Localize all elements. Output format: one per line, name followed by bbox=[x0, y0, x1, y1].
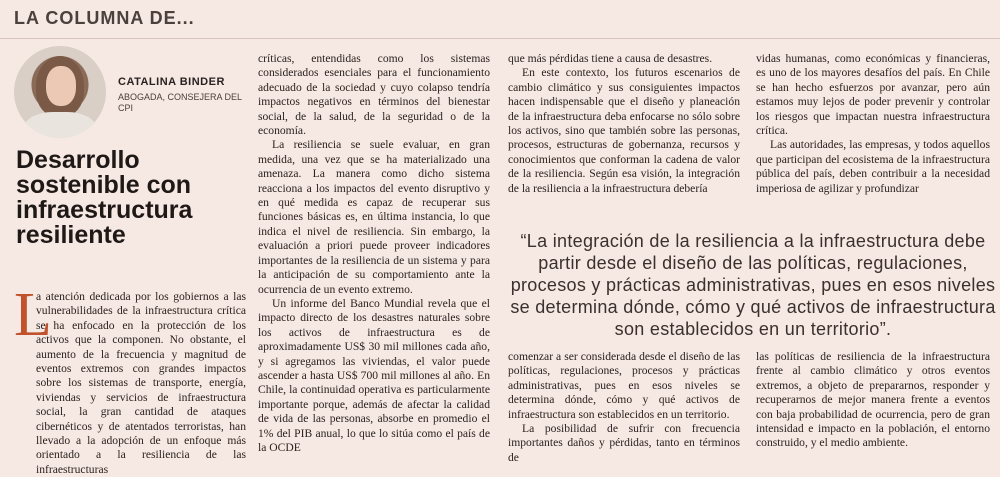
column-5 bbox=[508, 350, 740, 465]
paragraph: que más pérdidas tiene a causa de desastres. bbox=[508, 52, 713, 65]
column-2 bbox=[258, 52, 490, 455]
column-3 bbox=[508, 52, 740, 196]
paragraph: vidas humanas, como económicas y financieras, es uno de los mayores desafíos del país. En Chile se han hecho esfuerzos por avanzar, pero aún estamos muy lejos de poder prevenir y controlar los riesgos que impactan nuestra infraestructura crítica. bbox=[756, 52, 990, 138]
author-photo bbox=[14, 46, 106, 138]
header-divider bbox=[0, 38, 1000, 39]
paragraph: Las autoridades, las empresas, y todos aquellos que participan del ecosistema de la infraestructura pública del país, deben contribuir a la necesidad imperiosa de agilizar y profundizar bbox=[756, 138, 990, 195]
drop-cap: L bbox=[14, 281, 52, 349]
column-1 bbox=[36, 290, 246, 477]
paragraph: las políticas de resiliencia de la infraestructura frente al cambio climático y otros eventos extremos, a objeto de prepararnos, responder y recuperarnos de mejor manera frente a eventos con baja probabilidad de ocurrencia, pero de gran intensidad e impacto en la población, el entorno construido, y el medio ambiente. bbox=[756, 350, 990, 450]
column-4 bbox=[756, 52, 990, 196]
paragraph: Un informe del Banco Mundial revela que el impacto directo de los desastres naturales sobre los activos de infraestructura es de aproximadamente US$ 30 mil millones cada año, y si agregamos las viviendas, el valor puede ascender a hasta US$ 700 mil millones al año. En Chile, la continuidad operativa es particularmente importante porque, además de afectar la calidad de vida de las personas, absorbe en promedio el 1% del PIB anual, lo que lo sitúa como el país de la OCDE bbox=[258, 296, 490, 454]
column-6 bbox=[756, 350, 990, 451]
author-name: CATALINA BINDER bbox=[118, 76, 225, 88]
paragraph: críticas, entendidas como los sistemas considerados esenciales para el funcionamiento adecuado de la sociedad y cuyo colapso tendría impactos negativos en términos del bienestar social, de la salud, de la seguridad o de la economía. bbox=[258, 52, 490, 138]
article-title: Desarrollo sostenible con infraestructura resiliente bbox=[16, 146, 193, 249]
author-role: ABOGADA, CONSEJERA DEL CPI bbox=[118, 92, 242, 113]
paragraph: La resiliencia se suele evaluar, en gran medida, una vez que se ha materializado una amenaza. La manera como dicho sistema reacciona a los impactos del evento disruptivo y en qué medida es capaz de recuperar sus funciones básicas es, en última instancia, lo que indica el nivel de resiliencia. Sin embargo, la evaluación a priori puede proveer indicadores importantes de la resiliencia de un sistema y para la anticipación de su comportamiento ante la ocurrencia de un evento extremo. bbox=[258, 138, 490, 296]
paragraph: a atención dedicada por los gobiernos a las vulnerabilidades de la infraestructura crítica se ha enfocado en la protección de los activos que la componen. No obstante, el aumento de la frecuencia y magnitud de eventos extremos con grandes impactos sobre los sistemas de transporte, energía, viviendas y servicios de infraestructura social, la gran cantidad de ataques cibernéticos y de atentados terroristas, han llevado a la adopción de un enfoque más orientado a la resiliencia de las infraestructuras bbox=[36, 290, 246, 476]
pull-quote: “La integración de la resiliencia a la infraestructura debe partir desde el diseño de las políticas, regulaciones, procesos y prácticas administrativas, pues en esos niveles se determina dónde, cómo y qué activos de infraestructura son establecidos en un territorio”. bbox=[510, 231, 996, 339]
paragraph: En este contexto, los futuros escenarios de cambio climático y sus consiguientes impactos hacen indispensable que el diseño y planeación de la infraestructura deba enfocarse no sólo sobre los activos, sino que también sobre las personas, procesos, estructuras de gobernanza, recursos y conocimientos que conforman la cadena de valor de la resiliencia. Según esa visión, la integración de la resiliencia a la infraestructura debería bbox=[508, 66, 740, 195]
paragraph: comenzar a ser considerada desde el diseño de las políticas, regulaciones, procesos y prácticas administrativas, pues en esos niveles se determina dónde, cómo y qué activos de infraestructura son establecidos en un territorio. bbox=[508, 350, 740, 421]
paragraph: La posibilidad de sufrir con frecuencia importantes daños y pérdidas, tanto en términos de bbox=[508, 422, 740, 464]
section-label: LA COLUMNA DE... bbox=[14, 8, 195, 28]
